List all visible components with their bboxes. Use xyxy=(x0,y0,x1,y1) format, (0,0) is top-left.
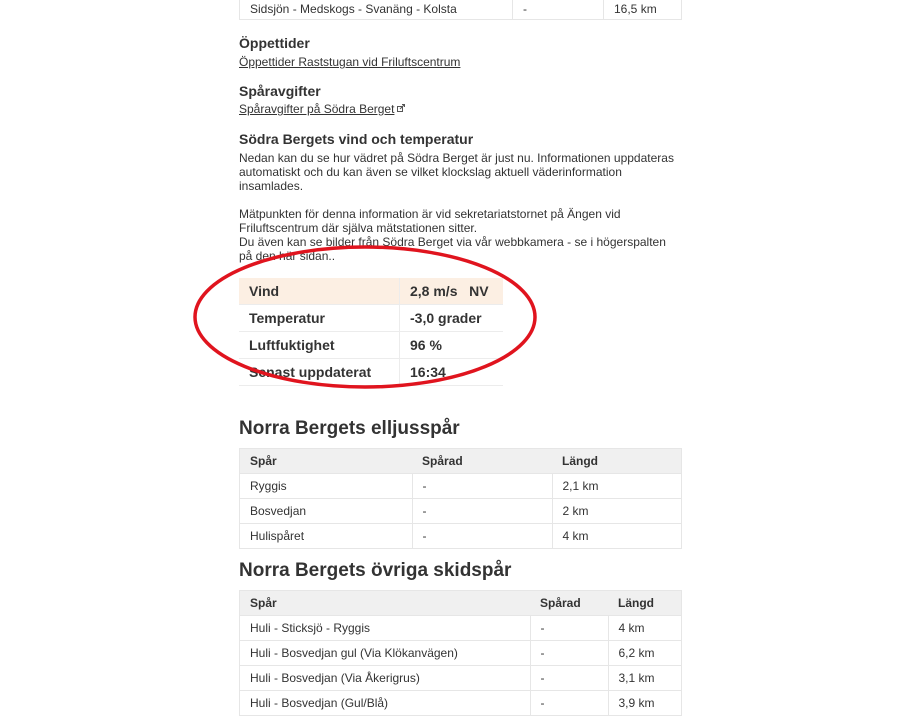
weather-row-updated xyxy=(239,359,503,386)
weather-value: 96 % xyxy=(400,332,504,359)
table-row xyxy=(240,0,682,20)
table-row xyxy=(240,474,682,499)
fees-title: Spåravgifter xyxy=(239,83,321,99)
column-header: Längd xyxy=(552,449,682,474)
trail-groomed: - xyxy=(412,474,552,499)
text-line: Du även kan se bilder från Södra Berget via vår webbkamera - se i högerspalten xyxy=(239,235,666,249)
trail-groomed: - xyxy=(412,499,552,524)
weather-row-temperature xyxy=(239,305,503,332)
trail-groomed: - xyxy=(412,524,552,549)
external-link-icon xyxy=(397,104,405,112)
trail-length: 3,1 km xyxy=(608,666,682,691)
trail-length: 16,5 km xyxy=(604,0,682,20)
trail-length: 3,9 km xyxy=(608,691,682,716)
weather-value: 2,8 m/s NV xyxy=(400,278,504,305)
trail-groomed: - xyxy=(530,616,608,641)
trail-name: Huli - Bosvedjan (Gul/Blå) xyxy=(240,691,531,716)
text-line: Nedan kan du se hur vädret på Södra Berget är just nu. Informationen uppdateras xyxy=(239,151,674,165)
ovriga-title: Norra Bergets övriga skidspår xyxy=(239,560,512,581)
top-trail-table xyxy=(239,0,682,20)
weather-row-wind xyxy=(239,278,503,305)
trail-name: Bosvedjan xyxy=(240,499,413,524)
trail-groomed: - xyxy=(530,666,608,691)
text-line: automatiskt och du kan även se vilket klockslag aktuell väderinformation xyxy=(239,165,622,179)
fees-link[interactable]: Spåravgifter på Södra Berget xyxy=(239,102,395,116)
column-header: Spårad xyxy=(412,449,552,474)
column-header: Längd xyxy=(608,591,682,616)
trail-groomed: - xyxy=(530,641,608,666)
weather-intro xyxy=(239,151,683,193)
table-row xyxy=(240,691,682,716)
trail-name: Huli - Bosvedjan gul (Via Klökanvägen) xyxy=(240,641,531,666)
text-line: insamlades. xyxy=(239,179,304,193)
text-line: Mätpunkten för denna information är vid sekretariatstornet på Ängen vid xyxy=(239,207,621,221)
elljus-title: Norra Bergets elljusspår xyxy=(239,418,460,439)
table-row xyxy=(240,641,682,666)
weather-label: Vind xyxy=(239,278,400,305)
weather-section-title: Södra Bergets vind och temperatur xyxy=(239,131,474,147)
table-row xyxy=(240,499,682,524)
column-header: Spårad xyxy=(530,591,608,616)
trail-name: Sidsjön - Medskogs - Svanäng - Kolsta xyxy=(240,0,513,20)
weather-value: 16:34 xyxy=(400,359,504,386)
column-header: Spår xyxy=(240,449,413,474)
trail-name: Huli - Sticksjö - Ryggis xyxy=(240,616,531,641)
weather-label: Senast uppdaterat xyxy=(239,359,400,386)
fees-link-wrap[interactable] xyxy=(239,102,405,116)
trail-length: 4 km xyxy=(552,524,682,549)
trail-length: 2 km xyxy=(552,499,682,524)
table-row xyxy=(240,524,682,549)
text-line: Friluftscentrum där själva mätstationen sitter. xyxy=(239,221,478,235)
column-header: Spår xyxy=(240,591,531,616)
table-header xyxy=(240,449,682,474)
trail-groomed: - xyxy=(513,0,604,20)
ovriga-table xyxy=(239,590,682,716)
table-row xyxy=(240,666,682,691)
hours-title: Öppettider xyxy=(239,35,310,51)
trail-length: 2,1 km xyxy=(552,474,682,499)
trail-name: Hulispåret xyxy=(240,524,413,549)
trail-length: 4 km xyxy=(608,616,682,641)
weather-location-info xyxy=(239,207,683,263)
trail-name: Huli - Bosvedjan (Via Åkerigrus) xyxy=(240,666,531,691)
elljus-table xyxy=(239,448,682,549)
weather-label: Luftfuktighet xyxy=(239,332,400,359)
hours-link[interactable]: Öppettider Raststugan vid Friluftscentrum xyxy=(239,55,461,69)
trail-length: 6,2 km xyxy=(608,641,682,666)
trail-name: Ryggis xyxy=(240,474,413,499)
table-row xyxy=(240,616,682,641)
weather-row-humidity xyxy=(239,332,503,359)
weather-value: -3,0 grader xyxy=(400,305,504,332)
weather-table xyxy=(239,278,503,386)
trail-groomed: - xyxy=(530,691,608,716)
text-line: på den här sidan.. xyxy=(239,249,336,263)
weather-label: Temperatur xyxy=(239,305,400,332)
table-header xyxy=(240,591,682,616)
